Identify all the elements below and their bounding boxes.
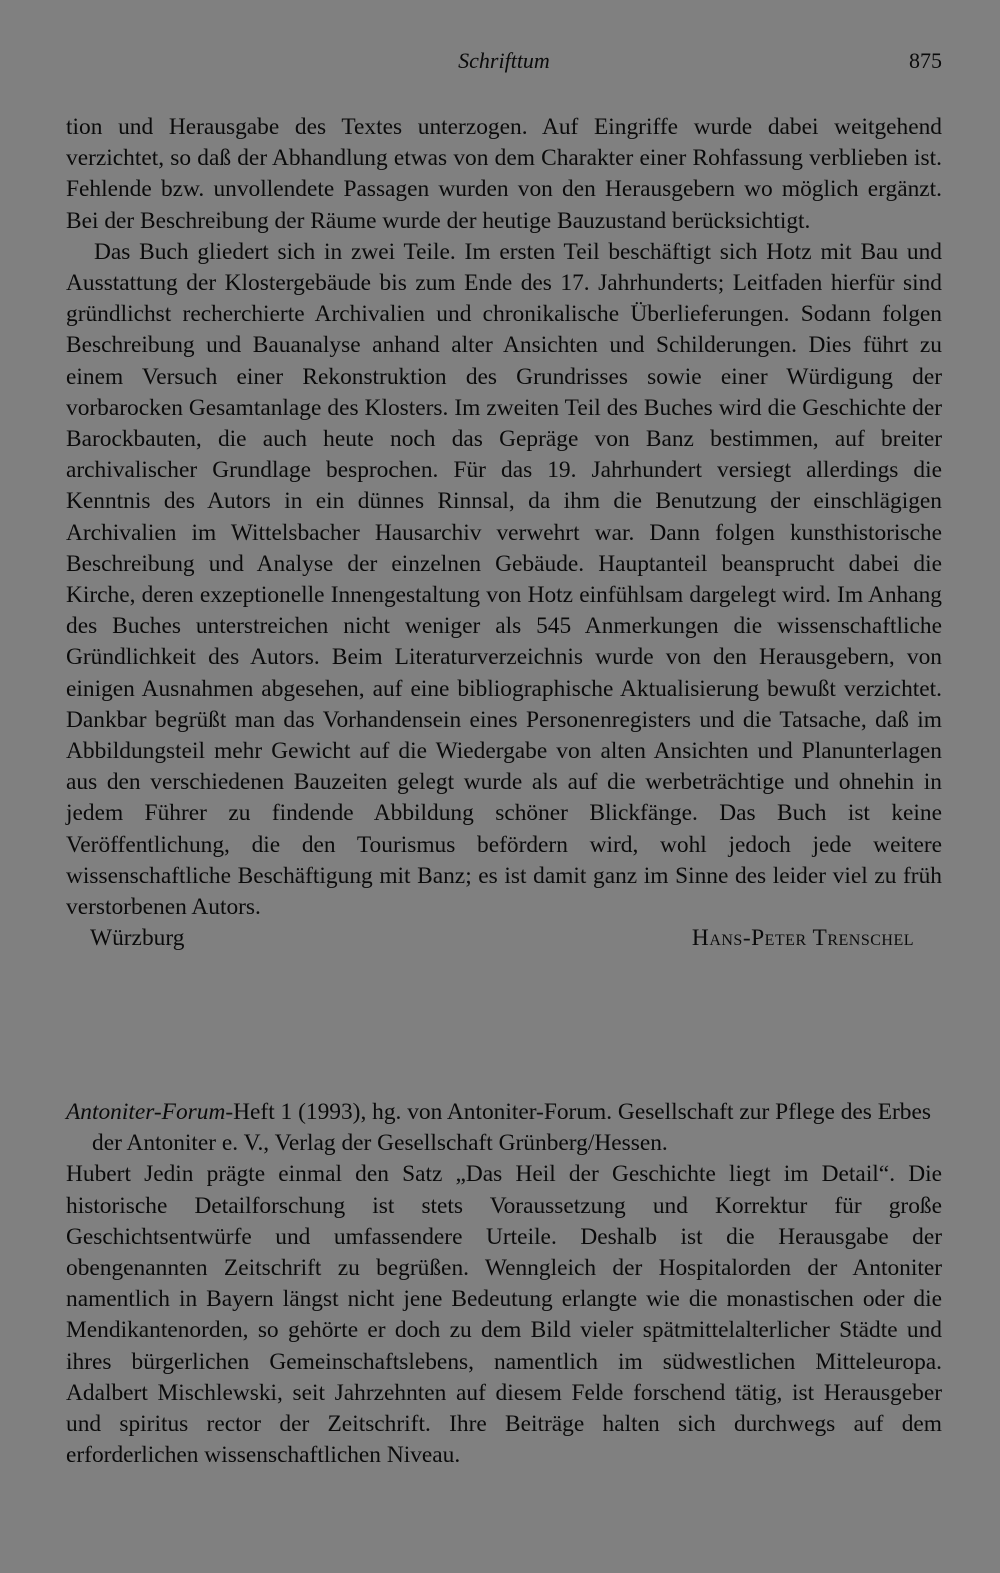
running-title: Schrifttum	[458, 48, 550, 73]
page-number: 875	[909, 48, 942, 73]
citation-details: -Heft 1 (1993), hg. von Antoniter-Forum. Gesellschaft zur Pflege des Erbes der Antoniter e. V., Verlag der Gesellschaft Grünberg/Hessen.	[92, 1099, 931, 1157]
paragraph: tion und Herausgabe des Textes unterzogen. Auf Eingriffe wurde dabei weitgehend verzichtet, so daß der Abhandlung etwas von dem Charakter einer Rohfassung verblieben ist. Fehlende bzw. unvollendete Passagen wurden von den Herausgebern wo möglich ergänzt. Bei der Beschreibung der Räume wurde der heutige Bauzustand berücksichtigt.	[66, 114, 942, 234]
review-place: Würzburg	[90, 925, 185, 952]
page-header	[66, 48, 942, 78]
citation-title: Antoniter-Forum	[66, 1099, 226, 1125]
review-hotz-banz	[66, 112, 942, 954]
reviewer-name: Hans-Peter Trenschel	[691, 925, 914, 952]
bibliographic-citation	[66, 1097, 942, 1159]
paragraph: Hubert Jedin prägte einmal den Satz „Das Heil der Geschichte liegt im Detail“. Die historische Detailforschung ist stets Voraussetzung und Korrektur für große Geschichtsentwürfe und umfassendere Urteile. Deshalb ist die Herausgabe der obengenannten Zeitschrift zu begrüßen. Wenngleich der Hospitalorden der Antoniter namentlich in Bayern längst nicht jene Bedeutung erlangte wie die monastischen oder die Mendikantenorden, so gehörte er doch zu dem Bild vieler spätmittelalterlicher Städte und ihres bürgerlichen Gemeinschaftslebens, namentlich im südwestlichen Mitteleuropa. Adalbert Mischlewski, seit Jahrzehnten auf diesem Felde forschend tätig, ist Herausgeber und spiritus rector der Zeitschrift. Ihre Beiträge halten sich durchwegs auf dem erforderlichen wissenschaftlichen Niveau.	[66, 1161, 942, 1469]
paragraph: Das Buch gliedert sich in zwei Teile. Im ersten Teil beschäftigt sich Hotz mit Bau und Ausstattung der Klostergebäude bis zum Ende des 17. Jahrhunderts; Leitfaden hierfür sind gründlichst recherchierte Archivalien und chronikalische Überlieferungen. Sodann folgen Beschreibung und Bauanalyse anhand alter Ansichten und Schilderungen. Dies führt zu einem Versuch einer Rekonstruktion des Grundrisses sowie einer Würdigung der vorbarocken Gesamtanlage des Klosters. Im zweiten Teil des Buches wird die Geschichte der Barockbauten, die auch heute noch das Gepräge von Banz bestimmen, auf breiter archivalischer Grundlage besprochen. Für das 19. Jahrhundert versiegt allerdings die Kenntnis des Autors in ein dünnes Rinnsal, da ihm die Benutzung der einschlägigen Archivalien im Wittelsbacher Hausarchiv verwehrt war. Dann folgen kunsthistorische Beschreibung und Analyse der einzelnen Gebäude. Hauptanteil beansprucht dabei die Kirche, deren exzeptionelle Innengestaltung von Hotz einfühlsam dargelegt wird. Im Anhang des Buches unterstreichen nicht weniger als 545 Anmerkungen die wissenschaftliche Gründlichkeit des Autors. Beim Literaturverzeichnis wurde von den Herausgebern, von einigen Ausnahmen abgesehen, auf eine bibliographische Aktualisierung bewußt verzichtet. Dankbar begrüßt man das Vorhandensein eines Personenregisters und die Tatsache, daß im Abbildungsteil mehr Gewicht auf die Wiedergabe von alten Ansichten und Planunterlagen aus den verschiedenen Bauzeiten gelegt wurde als auf die werbeträchtige und ohnehin in jedem Führer zu findende Abbildung schöner Blickfänge. Das Buch ist keine Veröffentlichung, die den Tourismus befördern wird, wohl jedoch jede weitere wissenschaftliche Beschäftigung mit Banz; es ist damit ganz im Sinne des leider viel zu früh verstorbenen Autors.	[66, 238, 942, 921]
review-signature	[66, 923, 942, 954]
review-antoniter-forum	[66, 1097, 942, 1471]
